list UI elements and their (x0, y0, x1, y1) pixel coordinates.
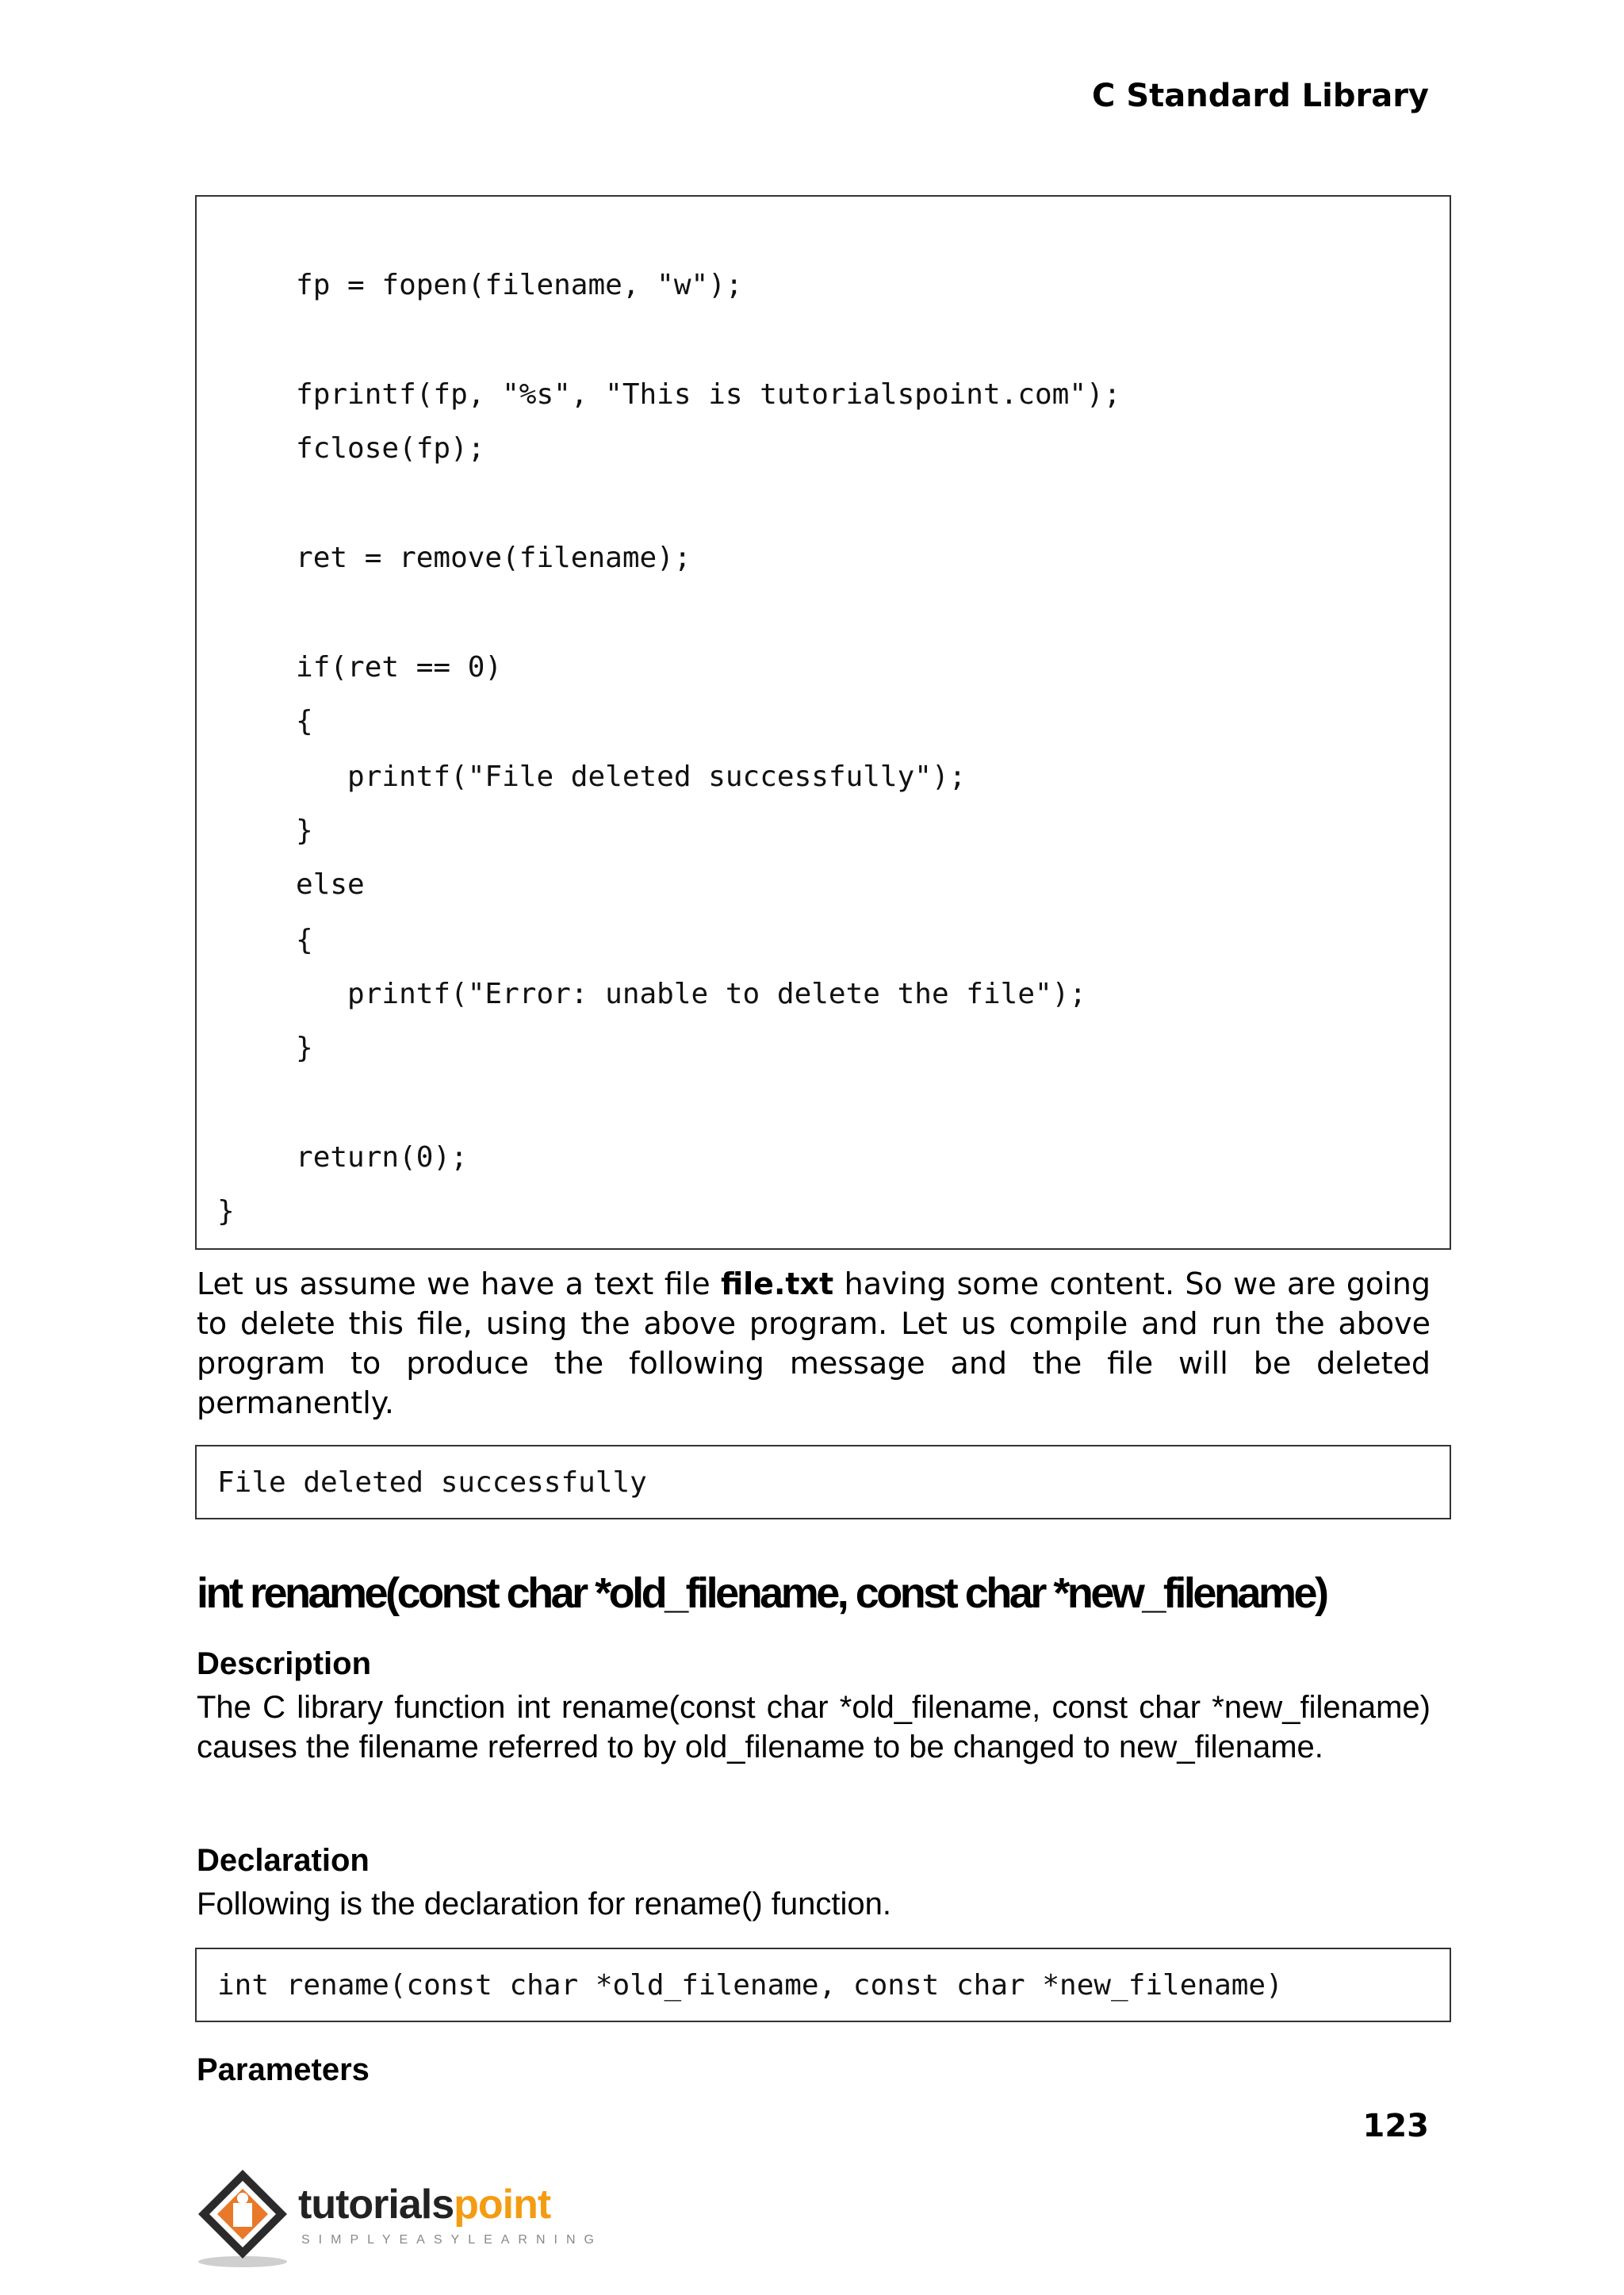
code-line: fprintf(fp, "%s", "This is tutorialspoint.com"); (244, 378, 1121, 411)
logo-diamond-icon (195, 2167, 306, 2270)
description-text: The C library function int rename(const char *old_filename, const char *new_filename) causes the filename referred to by old_filename to be changed to new_filename. (197, 1690, 1431, 1764)
code-line: fclose(fp); (244, 432, 485, 465)
code-line: return(0); (244, 1141, 468, 1174)
output-text: File deleted successfully (217, 1466, 647, 1499)
paragraph-text: having some content. So we are going to delete this file, using the above program. Let us compile and run the above program to produce the following message and the file will be deleted permanently. (197, 1266, 1431, 1420)
section-title: int rename(const char *old_filename, const char *new_filename) (197, 1569, 1327, 1617)
logo-word-point: point (454, 2182, 551, 2228)
code-line: ret = remove(filename); (244, 542, 691, 574)
code-line: if(ret == 0) (244, 651, 503, 684)
declaration-text: Following is the declaration for rename() function. (197, 1887, 891, 1921)
code-line: } (244, 1032, 313, 1064)
code-line: { (244, 924, 313, 956)
declaration-code: int rename(const char *old_filename, const char *new_filename) (217, 1969, 1283, 2002)
declaration-code-block (195, 1948, 1451, 2022)
page-number: 123 (1362, 2108, 1429, 2144)
code-line: printf("Error: unable to delete the file"); (244, 978, 1087, 1010)
logo-tagline: SIMPLYEASYLEARNING (301, 2233, 603, 2247)
paragraph-assumption (197, 1264, 1431, 1423)
code-line: printf("File deleted successfully"); (244, 761, 967, 793)
tutorialspoint-logo (195, 2167, 603, 2270)
code-line: } (244, 814, 313, 847)
code-line: { (244, 705, 313, 738)
code-line: else (244, 868, 365, 901)
code-line: } (217, 1195, 235, 1228)
parameters-heading: Parameters (197, 2052, 370, 2087)
declaration-heading: Declaration (197, 1843, 370, 1878)
code-block-remove-example (195, 195, 1451, 1250)
filename-bold: file.txt (720, 1266, 834, 1301)
code-line: fp = fopen(filename, "w"); (244, 269, 743, 301)
output-block (195, 1445, 1451, 1519)
page-header-title: C Standard Library (1092, 78, 1429, 114)
paragraph-text: Let us assume we have a text file (197, 1266, 721, 1301)
description-heading: Description (197, 1646, 372, 1681)
logo-word-tutorials: tutorials (298, 2182, 454, 2228)
logo-wordmark (298, 2181, 550, 2228)
